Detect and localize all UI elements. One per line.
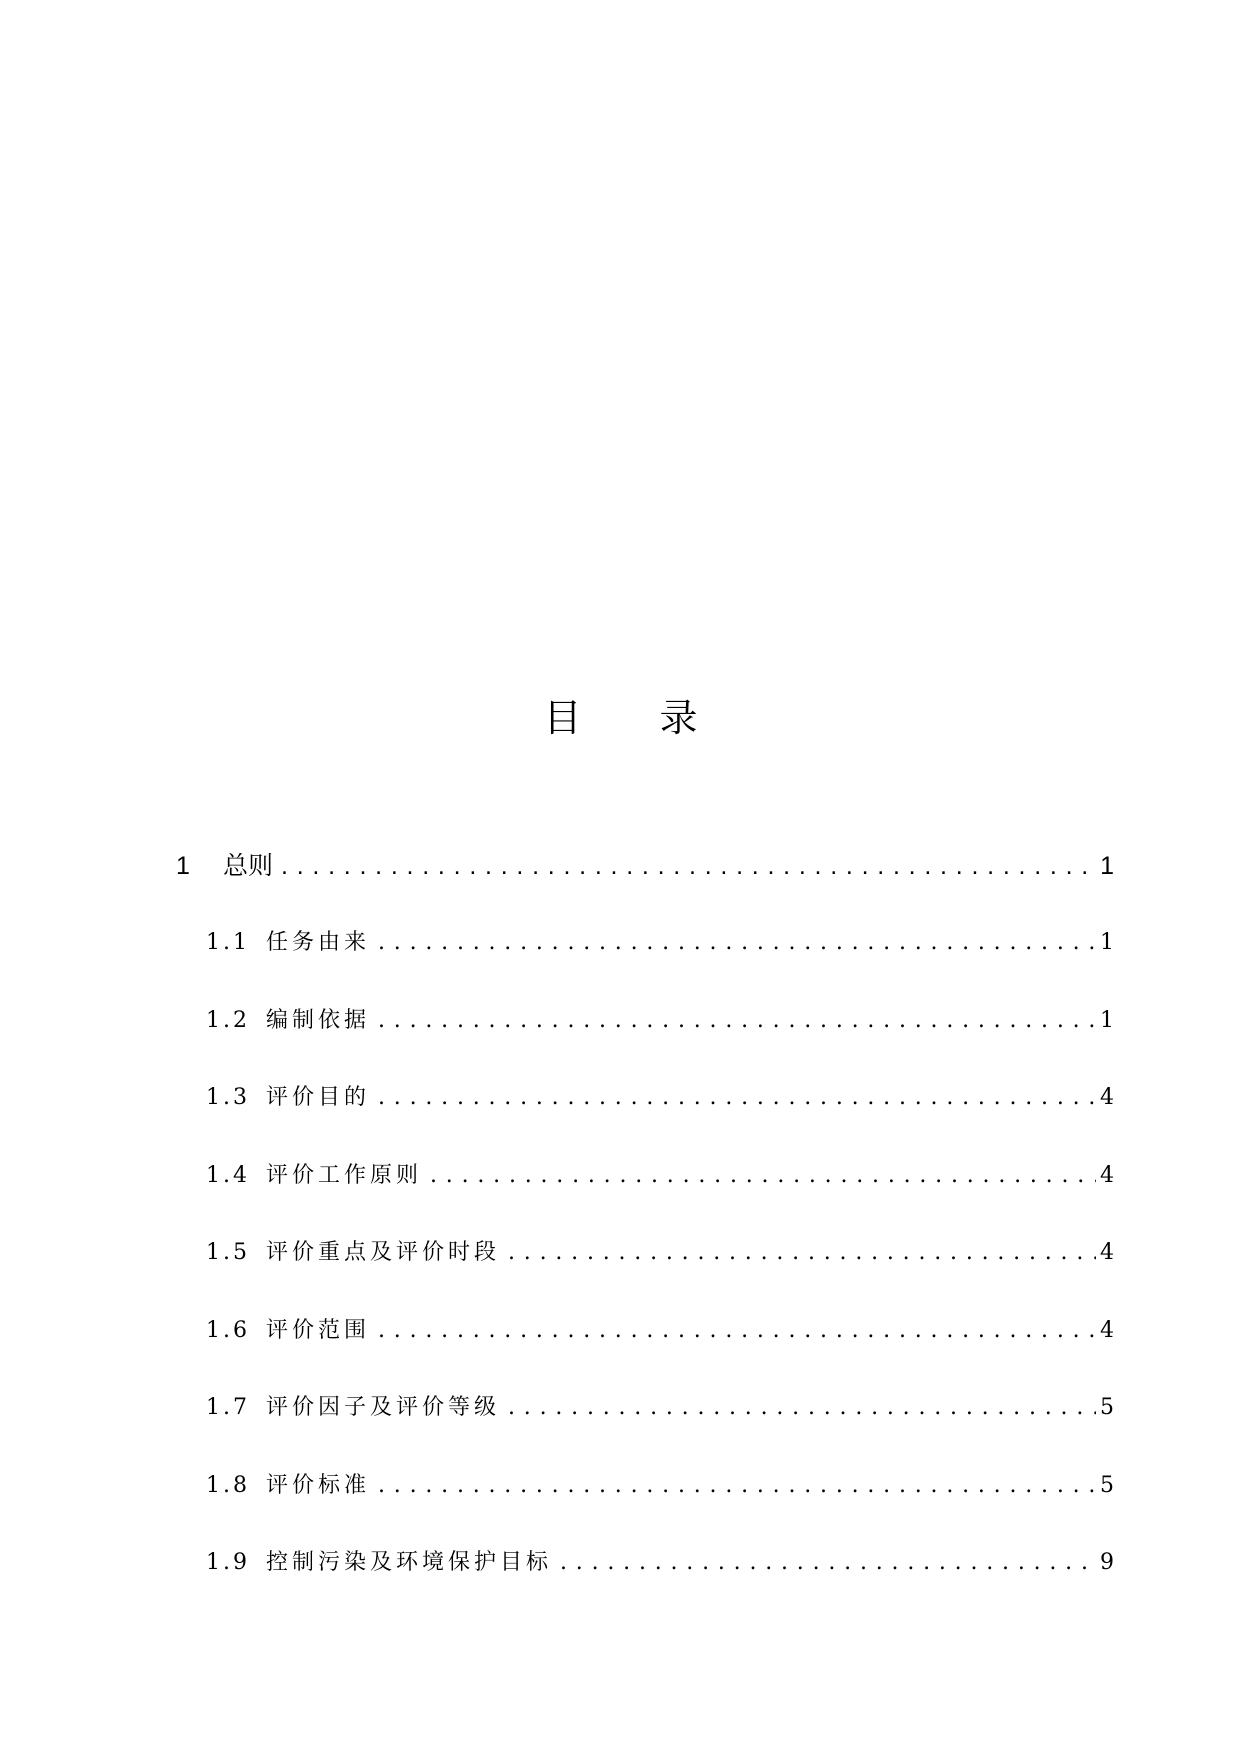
toc-entry-number: 1.6 [206, 1318, 250, 1343]
toc-entry-number: 1.9 [206, 1550, 250, 1575]
toc-dot-leader [560, 1545, 1096, 1581]
toc-dot-leader [378, 925, 1096, 961]
toc-entry-page: 4 [1100, 1163, 1114, 1188]
toc-dot-leader [378, 1313, 1096, 1349]
toc-entry-1-5[interactable] [206, 1235, 1114, 1271]
toc-entry-number: 1.2 [206, 1008, 250, 1033]
toc-entry-1-4[interactable] [206, 1158, 1114, 1194]
toc-entry-1-1[interactable] [206, 925, 1114, 961]
toc-entry-label: 评价重点及评价时段 [266, 1240, 501, 1265]
toc-entry-number: 1.7 [206, 1395, 250, 1420]
toc-entry-1-3[interactable] [206, 1080, 1114, 1116]
toc-title-char-2: 录 [659, 696, 698, 740]
toc-dot-leader [378, 1003, 1096, 1039]
toc-entry-page: 4 [1100, 1318, 1114, 1343]
toc-entry-1[interactable] [176, 848, 1114, 884]
toc-entry-page: 1 [1100, 852, 1114, 880]
toc-entry-page: 1 [1100, 1008, 1114, 1033]
toc-entry-number: 1 [176, 852, 190, 880]
toc-title [0, 692, 1241, 744]
toc-entry-number: 1.3 [206, 1085, 250, 1110]
toc-entry-label: 编制依据 [266, 1008, 371, 1033]
toc-entry-label: 总则 [223, 852, 274, 880]
toc-entry-number: 1.1 [206, 930, 250, 955]
toc-entry-label: 任务由来 [266, 930, 371, 955]
toc-entry-label: 评价范围 [266, 1318, 371, 1343]
toc-entry-label: 评价因子及评价等级 [266, 1395, 501, 1420]
toc-entry-label: 评价标准 [266, 1473, 371, 1498]
toc-entry-number: 1.4 [206, 1163, 250, 1188]
toc-entry-1-7[interactable] [206, 1390, 1114, 1426]
toc-entry-1-9[interactable] [206, 1545, 1114, 1581]
toc-entry-page: 4 [1100, 1240, 1114, 1265]
toc-entry-page: 4 [1100, 1085, 1114, 1110]
toc-entry-1-6[interactable] [206, 1313, 1114, 1349]
toc-dot-leader [430, 1158, 1096, 1194]
toc-entry-number: 1.5 [206, 1240, 250, 1265]
toc-entry-page: 5 [1100, 1395, 1114, 1420]
toc-entry-page: 9 [1100, 1550, 1114, 1575]
toc-dot-leader [508, 1390, 1096, 1426]
toc-dot-leader [378, 1080, 1096, 1116]
toc-entry-label: 评价工作原则 [266, 1163, 423, 1188]
toc-dot-leader [378, 1468, 1096, 1504]
toc-title-char-1: 目 [543, 696, 582, 740]
toc-entry-label: 评价目的 [266, 1085, 371, 1110]
toc-dot-leader [281, 848, 1096, 884]
toc-entry-number: 1.8 [206, 1473, 250, 1498]
toc-entry-label: 控制污染及环境保护目标 [266, 1550, 553, 1575]
toc-entry-page: 1 [1100, 930, 1114, 955]
toc-entry-1-8[interactable] [206, 1468, 1114, 1504]
toc-dot-leader [508, 1235, 1096, 1271]
toc-entry-page: 5 [1100, 1473, 1114, 1498]
toc-entry-1-2[interactable] [206, 1003, 1114, 1039]
